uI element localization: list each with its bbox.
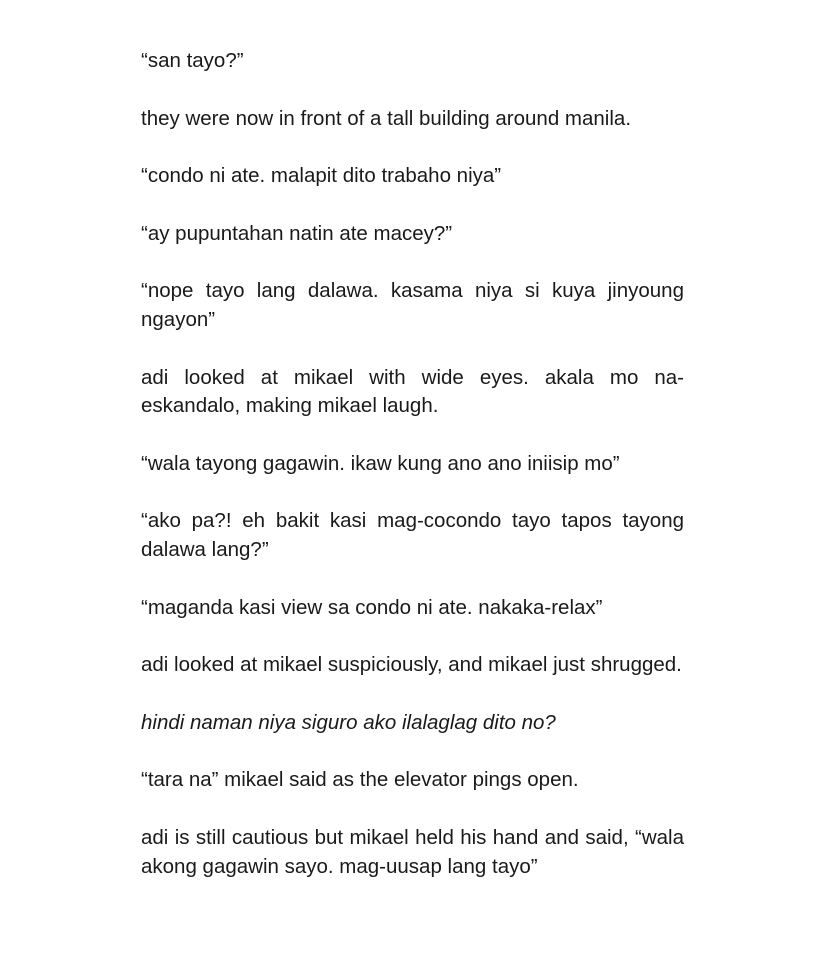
paragraph-13: adi is still cautious but mikael held his hand and said, “wala akong gagawin sayo. mag-uusap lang tayo” <box>141 825 684 878</box>
paragraph-9: “maganda kasi view sa condo ni ate. nakaka-relax” <box>141 595 603 619</box>
paragraph-3: “condo ni ate. malapit dito trabaho niya” <box>141 164 502 188</box>
paragraph-5: “nope tayo lang dalawa. kasama niya si kuya jinyoung ngayon” <box>141 279 684 331</box>
paragraph-11-inner-thought: hindi naman niya siguro ako ilalaglag dito no? <box>141 710 556 734</box>
paragraph-2: they were now in front of a tall building around manila. <box>141 106 632 130</box>
paragraph-10: adi looked at mikael suspiciously, and mikael just shrugged. <box>141 653 682 677</box>
paragraph-4: “ay pupuntahan natin ate macey?” <box>141 221 453 245</box>
paragraph-12: “tara na” mikael said as the elevator pings open. <box>141 768 579 792</box>
paragraph-8: “ako pa?! eh bakit kasi mag-cocondo tayo tapos tayong dalawa lang?” <box>141 509 684 561</box>
paragraph-7: “wala tayong gagawin. ikaw kung ano ano iniisip mo” <box>141 451 620 475</box>
paragraph-6: adi looked at mikael with wide eyes. akala mo na-eskandalo, making mikael laugh. <box>141 365 684 418</box>
story-text <box>141 47 684 881</box>
paragraph-1: “san tayo?” <box>141 49 244 72</box>
